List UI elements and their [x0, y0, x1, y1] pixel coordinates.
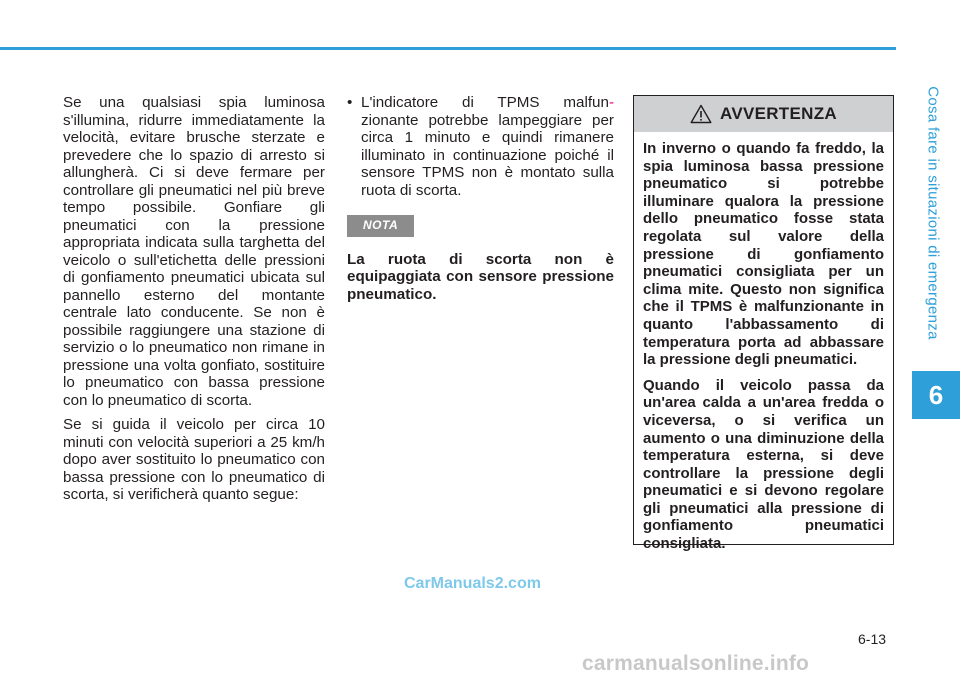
warning-body	[634, 132, 893, 553]
paragraph-spare-tire-drive: Se si guida il veicolo per circa 10 minuti con velocità superiori a 25 km/h dopo aver sostituito lo pneumatico con bassa pressione con lo pneumatico di scorta, si verificherà quanto segue:	[63, 416, 325, 503]
warning-box	[633, 95, 894, 553]
nota-badge: NOTA	[347, 215, 414, 237]
warning-title: AVVERTENZA	[720, 104, 837, 123]
list-item	[347, 94, 614, 199]
watermark-carmanuals2: CarManuals2.com	[404, 575, 541, 592]
paragraph-low-pressure: Se una qualsiasi spia luminosa s'illumina, ridurre immediatamente la velocità, evitare brusche sterzate e prevedere che lo spazio di arresto si allungherà. Ci si deve fermare per controllare gli pneumatici nel più breve tempo possibile. Gonfiare gli pneumatici con la pressione appropriata indicata sulla targhetta del veicolo o sull'etichetta delle pressioni di gonfiamento pneumatici ubicata sul pannello esterno del montante centrale lato conducente. Se non è possibile raggiungere una stazione di servizio o lo pneumatico non rimane in pressione una volta gonfiato, sostituire lo pneumatico con bassa pressione con lo pneumatico di scorta.	[63, 94, 325, 409]
nota-text: La ruota di scorta non è equipaggiata con sensore pressione pneumatico.	[347, 250, 614, 303]
page-number: 6-13	[858, 631, 887, 647]
hyphen-mark: -	[608, 94, 614, 111]
bullet-text-part-b: zionante potrebbe lampeggiare per circa 1 minuto e quindi rimanere illuminato in continuazione poiché il sensore TPMS non è montato sulla ruota di scorta.	[361, 111, 614, 199]
section-side-title	[912, 60, 954, 365]
warning-header	[634, 96, 893, 132]
bullet-text	[361, 94, 614, 199]
bullet-symbol: •	[347, 94, 353, 111]
warning-triangle-icon	[690, 104, 712, 124]
middle-column	[347, 94, 614, 310]
section-title-text: Cosa fare in situazioni di emergenza	[924, 85, 942, 340]
bullet-text-part-a: L'indicatore di TPMS malfun	[361, 94, 609, 111]
header-rule	[0, 47, 896, 50]
warning-paragraph-temperature: Quando il veicolo passa da un'area calda a un'area fredda o viceversa, o si verifica un aumento o una diminuzione della temperatura esterna, si deve controllare la pressione degli pneumatici e si devono regolare gli pneumatici alla pressione di gonfiamento pneumatici consigliata.	[643, 376, 884, 553]
chapter-tab: 6	[912, 371, 960, 419]
watermark-carmanualsonline: carmanualsonline.info	[582, 652, 810, 675]
warning-paragraph-cold: In inverno o quando fa freddo, la spia luminosa bassa pressione pneumatico si potrebbe illuminare qualora la pressione dello pneumatico fosse stata regolata sul valore della pressione di gonfiamento pneumatici consigliata per un clima mite. Questo non significa che il TPMS è malfunzionante in quanto l'abbassamento di temperatura porta ad abbassare la pressione degli pneumatici.	[643, 140, 884, 369]
left-column	[63, 94, 325, 511]
